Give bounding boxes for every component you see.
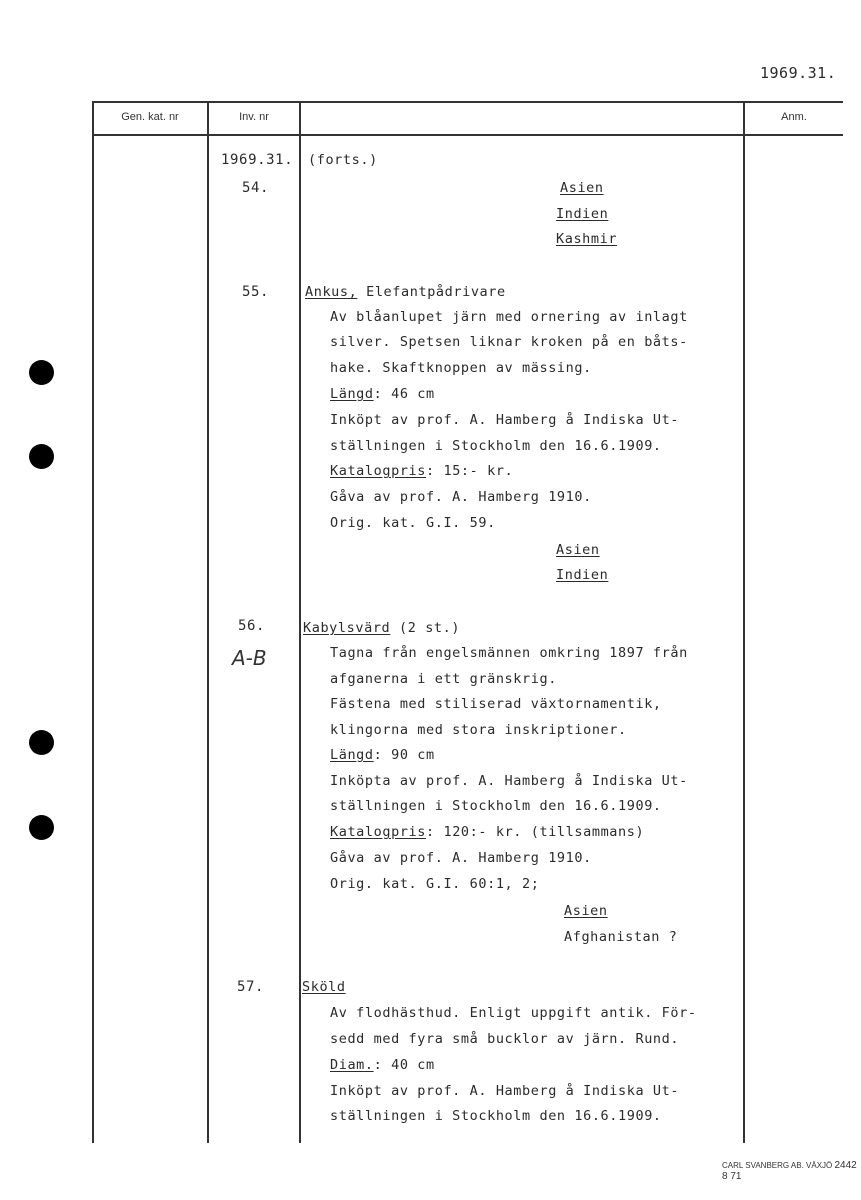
location-country: Indien [556,567,609,583]
inv-nr-56: 56. [238,618,266,634]
length-label: Längd [330,386,374,402]
length-line [330,747,435,763]
continued-note: (forts.) [308,152,378,168]
purchase-line: Inköpta av prof. A. Hamberg å Indiska Ut- [330,773,688,789]
description-line: hake. Skaftknoppen av mässing. [330,360,592,376]
orig-cat-line: Orig. kat. G.I. 59. [330,515,496,531]
location-country: Indien [556,206,609,222]
punch-hole [29,360,54,385]
gift-line: Gåva av prof. A. Hamberg 1910. [330,850,592,866]
diameter-value: : 40 cm [373,1057,435,1073]
object-name: Ankus, [305,284,358,300]
handwritten-note: A-B [232,646,267,670]
object-name-rest: Elefantpådrivare [357,284,506,300]
object-title [303,620,460,636]
orig-cat-line: Orig. kat. G.I. 60:1, 2; [330,876,540,892]
price-label: Katalogpris [330,463,427,479]
printer-imprint [722,1160,861,1182]
inv-nr-55: 55. [242,284,270,300]
diameter-label: Diam. [330,1057,374,1073]
punch-hole [29,815,54,840]
price-line [330,463,513,479]
purchase-line: Inköpt av prof. A. Hamberg å Indiska Ut- [330,412,680,428]
form-number: 2442 8 71 [722,1160,857,1182]
column-divider-2 [299,101,301,1143]
object-title [305,284,506,300]
location-continent: Asien [556,542,600,558]
length-label: Längd [330,747,374,763]
object-title [302,979,346,995]
object-name: Kabylsvärd [303,620,391,636]
header-gen-kat-nr: Gen. kat. nr [121,111,179,123]
description-line: Fästena med stiliserad växtornamentik, [330,696,662,712]
header-bottom-rule [92,134,843,136]
table-top-rule [92,101,843,103]
length-value: : 90 cm [373,747,435,763]
punch-hole [29,730,54,755]
price-value: : 15:- kr. [426,463,514,479]
purchase-line: ställningen i Stockholm den 16.6.1909. [330,798,662,814]
price-line [330,824,644,840]
description-line: Tagna från engelsmännen omkring 1897 från [330,645,688,661]
column-divider-left-edge [92,101,94,1143]
location-region: Kashmir [556,231,618,247]
description-line: Av flodhästhud. Enligt uppgift antik. För- [330,1005,697,1021]
header-inv-nr: Inv. nr [239,111,269,123]
printer-name: CARL SVANBERG AB. VÄXJÖ [722,1161,833,1170]
page-reference: 1969.31. [760,64,837,82]
gift-line: Gåva av prof. A. Hamberg 1910. [330,489,592,505]
description-line: silver. Spetsen liknar kroken på en båts- [330,334,688,350]
length-value: : 46 cm [373,386,435,402]
purchase-line: Inköpt av prof. A. Hamberg å Indiska Ut- [330,1083,680,1099]
price-value: : 120:- kr. (tillsammans) [426,824,645,840]
description-line: afganerna i ett gränskrig. [330,671,557,687]
purchase-line: ställningen i Stockholm den 16.6.1909. [330,438,662,454]
header-anm: Anm. [781,111,807,123]
column-divider-3 [743,101,745,1143]
object-name-rest: (2 st.) [390,620,461,636]
description-line: klingorna med stora inskriptioner. [330,722,627,738]
location-country: Afghanistan ? [564,929,678,945]
column-divider-1 [207,101,209,1143]
location-continent: Asien [564,903,608,919]
object-name: Sköld [302,979,346,995]
description-line: Av blåanlupet järn med ornering av inlagt [330,309,688,325]
price-label: Katalogpris [330,824,427,840]
diameter-line [330,1057,435,1073]
inv-nr-57: 57. [237,979,265,995]
location-continent: Asien [560,180,604,196]
inv-nr-54: 54. [242,180,270,196]
inv-nr-continued: 1969.31. [221,152,294,168]
purchase-line: ställningen i Stockholm den 16.6.1909. [330,1108,662,1124]
punch-hole [29,444,54,469]
description-line: sedd med fyra små bucklor av järn. Rund. [330,1031,680,1047]
length-line [330,386,435,402]
